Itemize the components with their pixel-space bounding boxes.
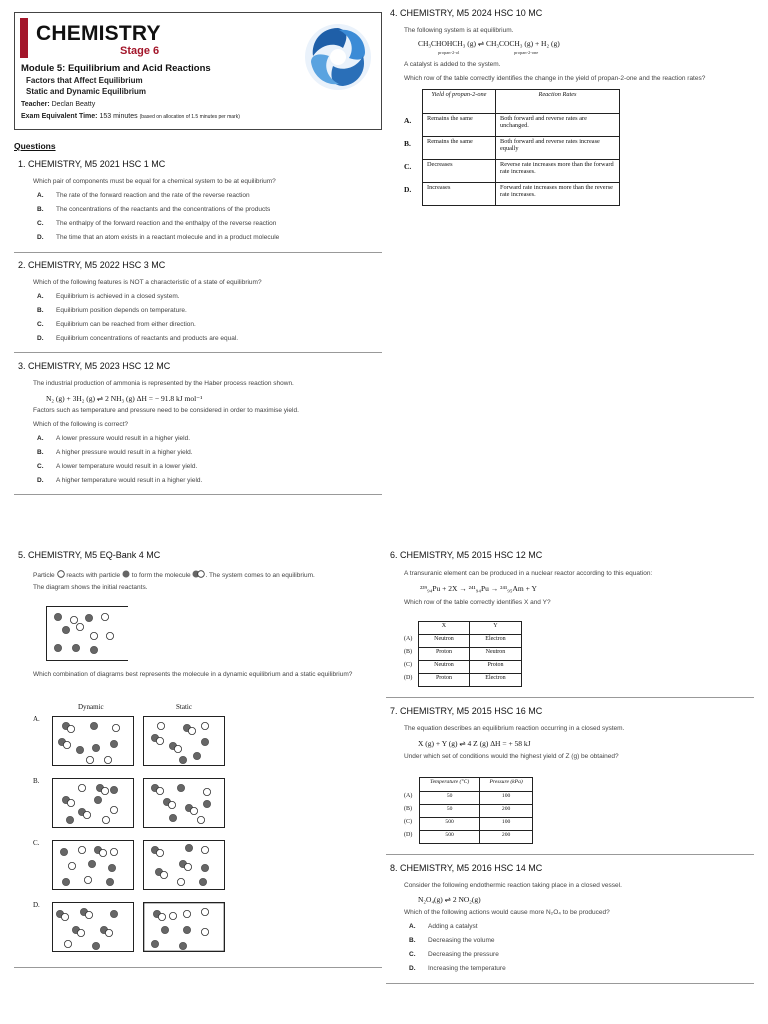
q4-table	[422, 89, 620, 206]
diagram-c-static[interactable]	[143, 840, 225, 890]
grey-particle	[88, 860, 95, 867]
molecule-white-part	[67, 799, 74, 806]
table-row[interactable]: Neutron Proton	[419, 661, 522, 674]
q8-equation: N₂O₄(g) ⇌ 2 NO₂(g)	[418, 895, 481, 904]
diagram-d-static[interactable]	[143, 902, 225, 952]
q1-option-d[interactable]: D. The time that an atom exists in a reactant molecule and in a product molecule	[37, 234, 280, 241]
grey-particle	[179, 756, 186, 763]
q8-title: 8. CHEMISTRY, M5 2016 HSC 14 MC	[390, 863, 543, 873]
grey-particle	[76, 746, 83, 753]
q7-table	[419, 777, 533, 844]
q4-text-3: Which row of the table correctly identifies the change in the yield of propan-2-one and the reaction rates?	[404, 75, 706, 82]
white-particle	[169, 912, 176, 919]
q4-title: 4. CHEMISTRY, M5 2024 HSC 10 MC	[390, 8, 543, 18]
grey-particle	[161, 926, 168, 933]
q7-head-pressure: Pressure (kPa)	[480, 778, 533, 792]
grey-particle	[90, 722, 97, 729]
q5-text-2: The diagram shows the initial reactants.	[33, 584, 148, 591]
white-particle	[104, 756, 111, 763]
white-particle	[201, 722, 208, 729]
molecule-white-part	[158, 913, 165, 920]
grey-particle	[54, 644, 61, 651]
q4-sub-right: propan-2-one	[514, 50, 539, 55]
white-particle	[110, 848, 117, 855]
molecule-white-part	[61, 913, 68, 920]
q6-row-label-d: (D)	[404, 675, 413, 681]
table-row[interactable]: Decreases Reverse rate increases more than the forward rate increases.	[423, 160, 620, 183]
divider	[14, 967, 382, 968]
time-label: Exam Equivalent Time:	[21, 113, 98, 120]
molecule-white-part	[85, 911, 92, 918]
q7-head-temp: Temperature (°C)	[420, 778, 480, 792]
teacher-label: Teacher:	[21, 101, 50, 108]
white-particle	[203, 788, 210, 795]
table-row[interactable]: 50 200	[420, 805, 533, 818]
q8-option-b[interactable]: B. Decreasing the volume	[409, 937, 495, 944]
divider	[386, 983, 754, 984]
brand-title: CHEMISTRY	[36, 22, 161, 45]
q7-text-2: Under which set of conditions would the highest yield of Z (g) be obtained?	[404, 753, 619, 760]
topic-1: Factors that Affect Equilibrium	[26, 76, 143, 85]
molecule-white-part	[105, 929, 112, 936]
white-particle	[70, 616, 77, 623]
q2-option-a[interactable]: A. Equilibrium is achieved in a closed system.	[37, 293, 180, 300]
table-row[interactable]: 50 100	[420, 792, 533, 805]
q4-text: The following system is at equilibrium.	[404, 27, 514, 34]
q8-text: Consider the following endothermic reaction taking place in a closed vessel.	[404, 882, 622, 889]
q1-option-c[interactable]: C. The enthalpy of the forward reaction and the enthalpy of the reverse reaction	[37, 220, 277, 227]
grey-particle	[92, 942, 99, 949]
q4-equation: CH₃CHOHCH₃ (g) ⇌ CH₃COCH₃ (g) + H₂ (g)	[418, 39, 560, 48]
diagram-a-static[interactable]	[143, 716, 225, 766]
table-row[interactable]: Proton Neutron	[419, 648, 522, 661]
q8-text-2: Which of the following actions would cause more N₂O₄ to be produced?	[404, 909, 610, 916]
q7-title: 7. CHEMISTRY, M5 2015 HSC 16 MC	[390, 706, 543, 716]
table-row[interactable]: Remains the same Both forward and reverse rates increase equally	[423, 137, 620, 160]
white-particle	[64, 940, 71, 947]
teacher-name: Declan Beatty	[51, 101, 96, 108]
q6-table	[418, 621, 522, 687]
q8-option-d[interactable]: D. Increasing the temperature	[409, 965, 506, 972]
white-particle	[183, 910, 190, 917]
grey-particle	[54, 613, 61, 620]
grey-particle	[62, 626, 69, 633]
grey-particle	[169, 814, 176, 821]
q3-title: 3. CHEMISTRY, M5 2023 HSC 12 MC	[18, 361, 171, 371]
divider	[386, 697, 754, 698]
q7-row-label-d: (D)	[404, 832, 413, 838]
time-line	[21, 113, 240, 120]
col-dynamic-label: Dynamic	[78, 703, 104, 711]
grey-particle	[94, 796, 101, 803]
molecule-white-part	[174, 745, 181, 752]
grey-particle	[201, 738, 208, 745]
grey-particle	[110, 740, 117, 747]
table-row[interactable]: 500 200	[420, 831, 533, 844]
q3-option-c[interactable]: C. A lower temperature would result in a lower yield.	[37, 463, 198, 470]
time-note: (based on allocation of 1.5 minutes per mark)	[139, 114, 240, 120]
q3-equation: N₂ (g) + 3H₂ (g) ⇌ 2 NH₃ (g) ΔH = − 91.8 kJ mol⁻¹	[46, 394, 203, 403]
q4-row-label-c: C.	[404, 162, 412, 171]
q1-title: 1. CHEMISTRY, M5 2021 HSC 1 MC	[18, 159, 166, 169]
q8-option-c[interactable]: C. Decreasing the pressure	[409, 951, 499, 958]
q1-text: Which pair of components must be equal for a chemical system to be at equilibrium?	[33, 178, 276, 185]
molecule-white-part	[184, 863, 191, 870]
molecule-white-part	[188, 727, 195, 734]
table-row[interactable]: Neutron Electron	[419, 635, 522, 648]
initial-reactants-diagram	[46, 606, 128, 661]
topic-2: Static and Dynamic Equilibrium	[26, 87, 147, 96]
q3-option-d[interactable]: D. A higher temperature would result in a higher yield.	[37, 477, 203, 484]
q8-option-a[interactable]: A. Adding a catalyst	[409, 923, 478, 930]
white-particle	[197, 816, 204, 823]
q4-head-rates: Reaction Rates	[496, 90, 620, 114]
teacher-line	[21, 101, 95, 108]
q6-row-label-b: (B)	[404, 649, 412, 655]
grey-particle-icon	[122, 570, 130, 578]
q6-row-label-a: (A)	[404, 636, 413, 642]
q5-text-3: Which combination of diagrams best represents the molecule in a dynamic equilibrium and a static equilibrium?	[33, 671, 353, 678]
white-particle	[90, 632, 97, 639]
q3-text: The industrial production of ammonia is represented by the Haber process reaction shown.	[33, 380, 294, 387]
white-particle	[78, 784, 85, 791]
molecule-white-part	[63, 741, 70, 748]
white-particle	[101, 613, 108, 620]
diagram-d-dynamic[interactable]	[52, 902, 134, 952]
grey-particle	[62, 878, 69, 885]
white-particle	[76, 623, 83, 630]
molecule-white-part	[67, 725, 74, 732]
q3-option-a[interactable]: A. A lower pressure would result in a higher yield.	[37, 435, 191, 442]
molecule-white-part	[83, 811, 90, 818]
divider	[386, 854, 754, 855]
divider	[14, 352, 382, 353]
grey-particle	[203, 800, 210, 807]
q6-text-2: Which row of the table correctly identifies X and Y?	[404, 599, 551, 606]
grey-particle	[108, 864, 115, 871]
grey-particle	[177, 784, 184, 791]
q5-row-d: D.	[33, 901, 40, 909]
table-row[interactable]: Increases Forward rate increases more than the reverse rate increases.	[423, 183, 620, 206]
grey-particle	[201, 864, 208, 871]
q2-title: 2. CHEMISTRY, M5 2022 HSC 3 MC	[18, 260, 166, 270]
q2-option-d[interactable]: D. Equilibrium concentrations of reactants and products are equal.	[37, 335, 239, 342]
q7-row-label-b: (B)	[404, 806, 412, 812]
grey-particle	[85, 614, 92, 621]
diagram-b-static[interactable]	[143, 778, 225, 828]
module-title: Module 5: Equilibrium and Acid Reactions	[21, 63, 211, 74]
molecule-white-part	[160, 871, 167, 878]
diagram-b-dynamic[interactable]	[52, 778, 134, 828]
white-particle	[84, 876, 91, 883]
q7-equation: X (g) + Y (g) ⇌ 4 Z (g) ΔH = + 58 kJ	[418, 739, 531, 748]
q6-row-label-c: (C)	[404, 662, 412, 668]
white-particle	[110, 806, 117, 813]
q4-text-2: A catalyst is added to the system.	[404, 61, 501, 68]
q5-title: 5. CHEMISTRY, M5 EQ-Bank 4 MC	[18, 550, 161, 560]
q6-title: 6. CHEMISTRY, M5 2015 HSC 12 MC	[390, 550, 543, 560]
grey-particle	[199, 878, 206, 885]
q3-text-2: Factors such as temperature and pressure need to be considered in order to maximise yield.	[33, 407, 299, 414]
questions-heading: Questions	[14, 141, 56, 151]
white-particle	[201, 928, 208, 935]
white-particle-icon	[57, 570, 65, 578]
q5-text: Particle reacts with particle to form the molecule . The system comes to an equilibrium.	[33, 572, 315, 579]
white-particle	[177, 878, 184, 885]
grey-particle	[183, 926, 190, 933]
q4-row-label-b: B.	[404, 139, 411, 148]
molecule-white-part	[156, 849, 163, 856]
table-row[interactable]: 500 100	[420, 818, 533, 831]
stage-label: Stage 6	[120, 45, 160, 57]
swirl-logo-icon	[303, 22, 373, 92]
q7-text: The equation describes an equilibrium reaction occurring in a closed system.	[404, 725, 625, 732]
q5-row-b: B.	[33, 777, 40, 785]
molecule-white-part	[99, 849, 106, 856]
divider	[14, 494, 382, 495]
grey-particle	[60, 848, 67, 855]
molecule-white-part	[101, 787, 108, 794]
white-particle	[112, 724, 119, 731]
white-particle	[102, 816, 109, 823]
q6-text: A transuranic element can be produced in a nuclear reactor according to this equation:	[404, 570, 653, 577]
molecule-white-part	[156, 737, 163, 744]
grey-particle	[90, 646, 97, 653]
grey-particle	[185, 844, 192, 851]
grey-particle	[110, 786, 117, 793]
q7-row-label-c: (C)	[404, 819, 412, 825]
q4-head-yield: Yield of propan-2-one	[423, 90, 496, 114]
white-particle	[201, 846, 208, 853]
table-row[interactable]: Remains the same Both forward and reverse rates are unchanged.	[423, 114, 620, 137]
q4-row-label-d: D.	[404, 185, 412, 194]
q3-text-3: Which of the following is correct?	[33, 421, 129, 428]
q6-equation: ²³⁹₉₄Pu + 2X → ²⁴¹₉₄Pu → ²⁴¹₉₅Am + Y	[420, 584, 537, 593]
q2-option-c[interactable]: C. Equilibrium can be reached from either direction.	[37, 321, 196, 328]
diagram-c-dynamic[interactable]	[52, 840, 134, 890]
grey-particle	[72, 644, 79, 651]
grey-particle	[179, 942, 186, 949]
molecule-icon	[192, 570, 205, 578]
white-particle	[201, 908, 208, 915]
grey-particle	[92, 744, 99, 751]
q5-row-a: A.	[33, 715, 40, 723]
molecule-white-part	[168, 801, 175, 808]
q1-option-b[interactable]: B. The concentrations of the reactants and the concentrations of the products	[37, 206, 271, 213]
q5-row-c: C.	[33, 839, 40, 847]
col-static-label: Static	[176, 703, 192, 711]
divider	[14, 252, 382, 253]
molecule-white-part	[156, 787, 163, 794]
q1-option-a[interactable]: A. The rate of the forward reaction and the rate of the reverse reaction	[37, 192, 250, 199]
molecule-white-part	[77, 929, 84, 936]
grey-particle	[151, 940, 158, 947]
grey-particle	[110, 910, 117, 917]
grey-particle	[106, 878, 113, 885]
q6-head-x: X	[419, 622, 470, 635]
white-particle	[106, 632, 113, 639]
brand-accent-bar	[20, 18, 28, 58]
white-particle	[78, 846, 85, 853]
white-particle	[86, 756, 93, 763]
grey-particle	[66, 816, 73, 823]
table-row[interactable]: Proton Electron	[419, 674, 522, 687]
grey-particle	[193, 752, 200, 759]
molecule-white-part	[190, 807, 197, 814]
q2-option-b[interactable]: B. Equilibrium position depends on temperature.	[37, 307, 187, 314]
q6-head-y: Y	[469, 622, 521, 635]
white-particle	[157, 722, 164, 729]
q2-text: Which of the following features is NOT a characteristic of a state of equilibrium?	[33, 279, 262, 286]
white-particle	[68, 862, 75, 869]
diagram-a-dynamic[interactable]	[52, 716, 134, 766]
time-value: 153 minutes	[99, 113, 138, 120]
q7-row-label-a: (A)	[404, 793, 413, 799]
q3-option-b[interactable]: B. A higher pressure would result in a higher yield.	[37, 449, 193, 456]
q4-row-label-a: A.	[404, 116, 412, 125]
q4-sub-left: propan-2-ol	[438, 50, 460, 55]
